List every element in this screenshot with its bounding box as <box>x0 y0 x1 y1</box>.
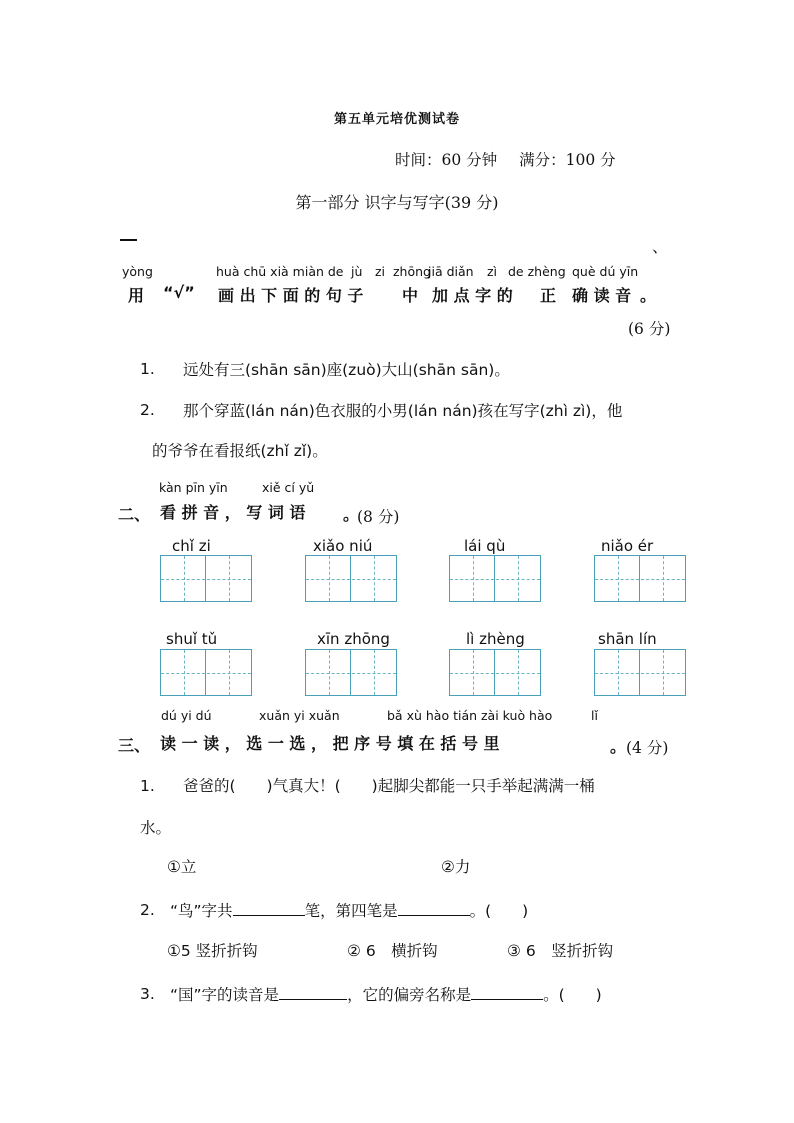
q1-pinyin-9: què dú yīn <box>572 264 639 279</box>
q3-item2-line <box>170 899 528 921</box>
q3-item3-blank-1[interactable] <box>279 985 347 1000</box>
q3-item3-text-b: ，它的偏旁名称是 <box>347 986 472 1004</box>
word-pinyin-1: chǐ zi <box>172 537 211 555</box>
part-heading: 第一部分 识字与写字(39 分) <box>295 193 499 212</box>
q1-stem-3: 画 出 下 面 的 句 子 <box>218 286 364 305</box>
full-score: 满分：100 分 <box>519 151 616 169</box>
writing-grid-1[interactable] <box>160 555 252 602</box>
q1-pinyin-6: jiā diǎn <box>428 264 474 279</box>
q1-pinyin-5: zhōng <box>393 264 431 279</box>
q3-pinyin-1: dú yi dú <box>161 708 212 723</box>
q3-item2-blank-2[interactable] <box>398 901 470 916</box>
q3-pinyin-3: bǎ xù hào tián zài kuò hào <box>387 708 553 723</box>
question-one-mark <box>120 239 137 241</box>
time-score-line <box>395 148 616 170</box>
word-pinyin-3: lái qù <box>464 537 506 555</box>
q1-stem-5: 加 点 字 的 <box>432 286 513 305</box>
q1-item1-text: 远处有三(shān sān)座(zuò)大山(shān sān)。 <box>183 361 510 379</box>
q1-item2-number: 2. <box>140 401 155 419</box>
q1-item2-continued: 的爷爷在看报纸(zhǐ zǐ)。 <box>152 442 328 460</box>
q2-number: 二、 <box>118 505 151 524</box>
exam-title: 第五单元培优测试卷 <box>333 112 460 127</box>
q1-pinyin-2: huà chū xià miàn de <box>216 264 344 279</box>
q3-item2-option-2: ② 6 横折钩 <box>347 942 438 960</box>
q1-stem-8: 。 <box>640 286 657 305</box>
q3-item1-number: 1. <box>140 777 155 795</box>
q1-item2-text: 那个穿蓝(lán nán)色衣服的小男(lán nán)孩在写字(zhì zì)，他 <box>183 402 623 420</box>
q3-item3-text-a: “国”字的读音是 <box>170 986 280 1004</box>
q1-pinyin-3: jù <box>351 264 363 279</box>
q1-pinyin-1: yòng <box>122 264 153 279</box>
q1-stem-7: 确 读 音 <box>572 286 632 305</box>
q3-pinyin-4: lǐ <box>591 708 598 723</box>
q3-item3-text-c: 。( ) <box>543 986 602 1004</box>
q1-stem-4: 中 <box>402 286 419 305</box>
q3-item2-option-3: ③ 6 竖折折钩 <box>507 942 614 960</box>
q1-score: (6 分) <box>628 320 671 338</box>
writing-grid-4[interactable] <box>594 555 686 602</box>
writing-grid-3[interactable] <box>449 555 541 602</box>
q1-pinyin-4: zi <box>375 264 386 279</box>
word-pinyin-2: xiǎo niú <box>313 537 373 555</box>
q3-item2-text-a: “鸟”字共 <box>170 902 233 920</box>
q3-item1-option-1: ①立 <box>167 858 197 876</box>
q1-item1-number: 1. <box>140 360 155 378</box>
q3-item2-number: 2. <box>140 901 155 919</box>
writing-grid-2[interactable] <box>305 555 397 602</box>
time-limit: 时间：60 分钟 <box>395 151 498 169</box>
word-pinyin-8: shān lín <box>598 630 657 648</box>
q3-score: (4 分) <box>626 739 669 757</box>
q3-item3-line <box>170 983 602 1005</box>
q2-score: (8 分) <box>357 508 400 526</box>
q3-item1-continued: 水。 <box>140 819 172 837</box>
writing-grid-7[interactable] <box>449 649 541 696</box>
q3-item3-blank-2[interactable] <box>471 985 543 1000</box>
q3-item2-text-c: 。( ) <box>469 902 529 920</box>
q1-stem-2: “√” <box>163 283 195 302</box>
question-one-comma: 、 <box>652 237 669 256</box>
q2-stem-end: 。 <box>343 505 360 524</box>
q1-pinyin-8: de zhèng <box>508 264 566 279</box>
q3-pinyin-2: xuǎn yi xuǎn <box>259 708 340 723</box>
q2-stem: 看 拼 音 ， 写 词 语 <box>160 503 306 522</box>
q3-item2-blank-1[interactable] <box>233 901 305 916</box>
q3-number: 三、 <box>118 736 151 755</box>
word-pinyin-6: xīn zhōng <box>317 630 390 648</box>
word-pinyin-4: niǎo ér <box>601 537 654 555</box>
q3-item3-number: 3. <box>140 985 155 1003</box>
q1-stem-1: 用 <box>128 286 145 305</box>
q3-item1-text: 爸爸的( )气真大！( )起脚尖都能一只手举起满满一桶 <box>183 777 595 795</box>
writing-grid-5[interactable] <box>160 649 252 696</box>
writing-grid-6[interactable] <box>305 649 397 696</box>
q2-pinyin-2: xiě cí yǔ <box>262 480 315 495</box>
q3-item2-option-1: ①5 竖折折钩 <box>167 942 258 960</box>
q1-pinyin-7: zì <box>487 264 498 279</box>
q3-stem: 读 一 读 ， 选 一 选 ， 把 序 号 填 在 括 号 里 <box>160 734 500 753</box>
q2-pinyin-1: kàn pīn yīn <box>159 480 228 495</box>
q3-item2-text-b: 笔，第四笔是 <box>304 902 398 920</box>
word-pinyin-5: shuǐ tǔ <box>166 630 218 648</box>
writing-grid-8[interactable] <box>594 649 686 696</box>
q3-stem-end: 。 <box>610 737 627 756</box>
word-pinyin-7: lì zhèng <box>466 630 525 648</box>
q3-item1-option-2: ②力 <box>441 858 471 876</box>
q1-stem-6: 正 <box>540 286 557 305</box>
